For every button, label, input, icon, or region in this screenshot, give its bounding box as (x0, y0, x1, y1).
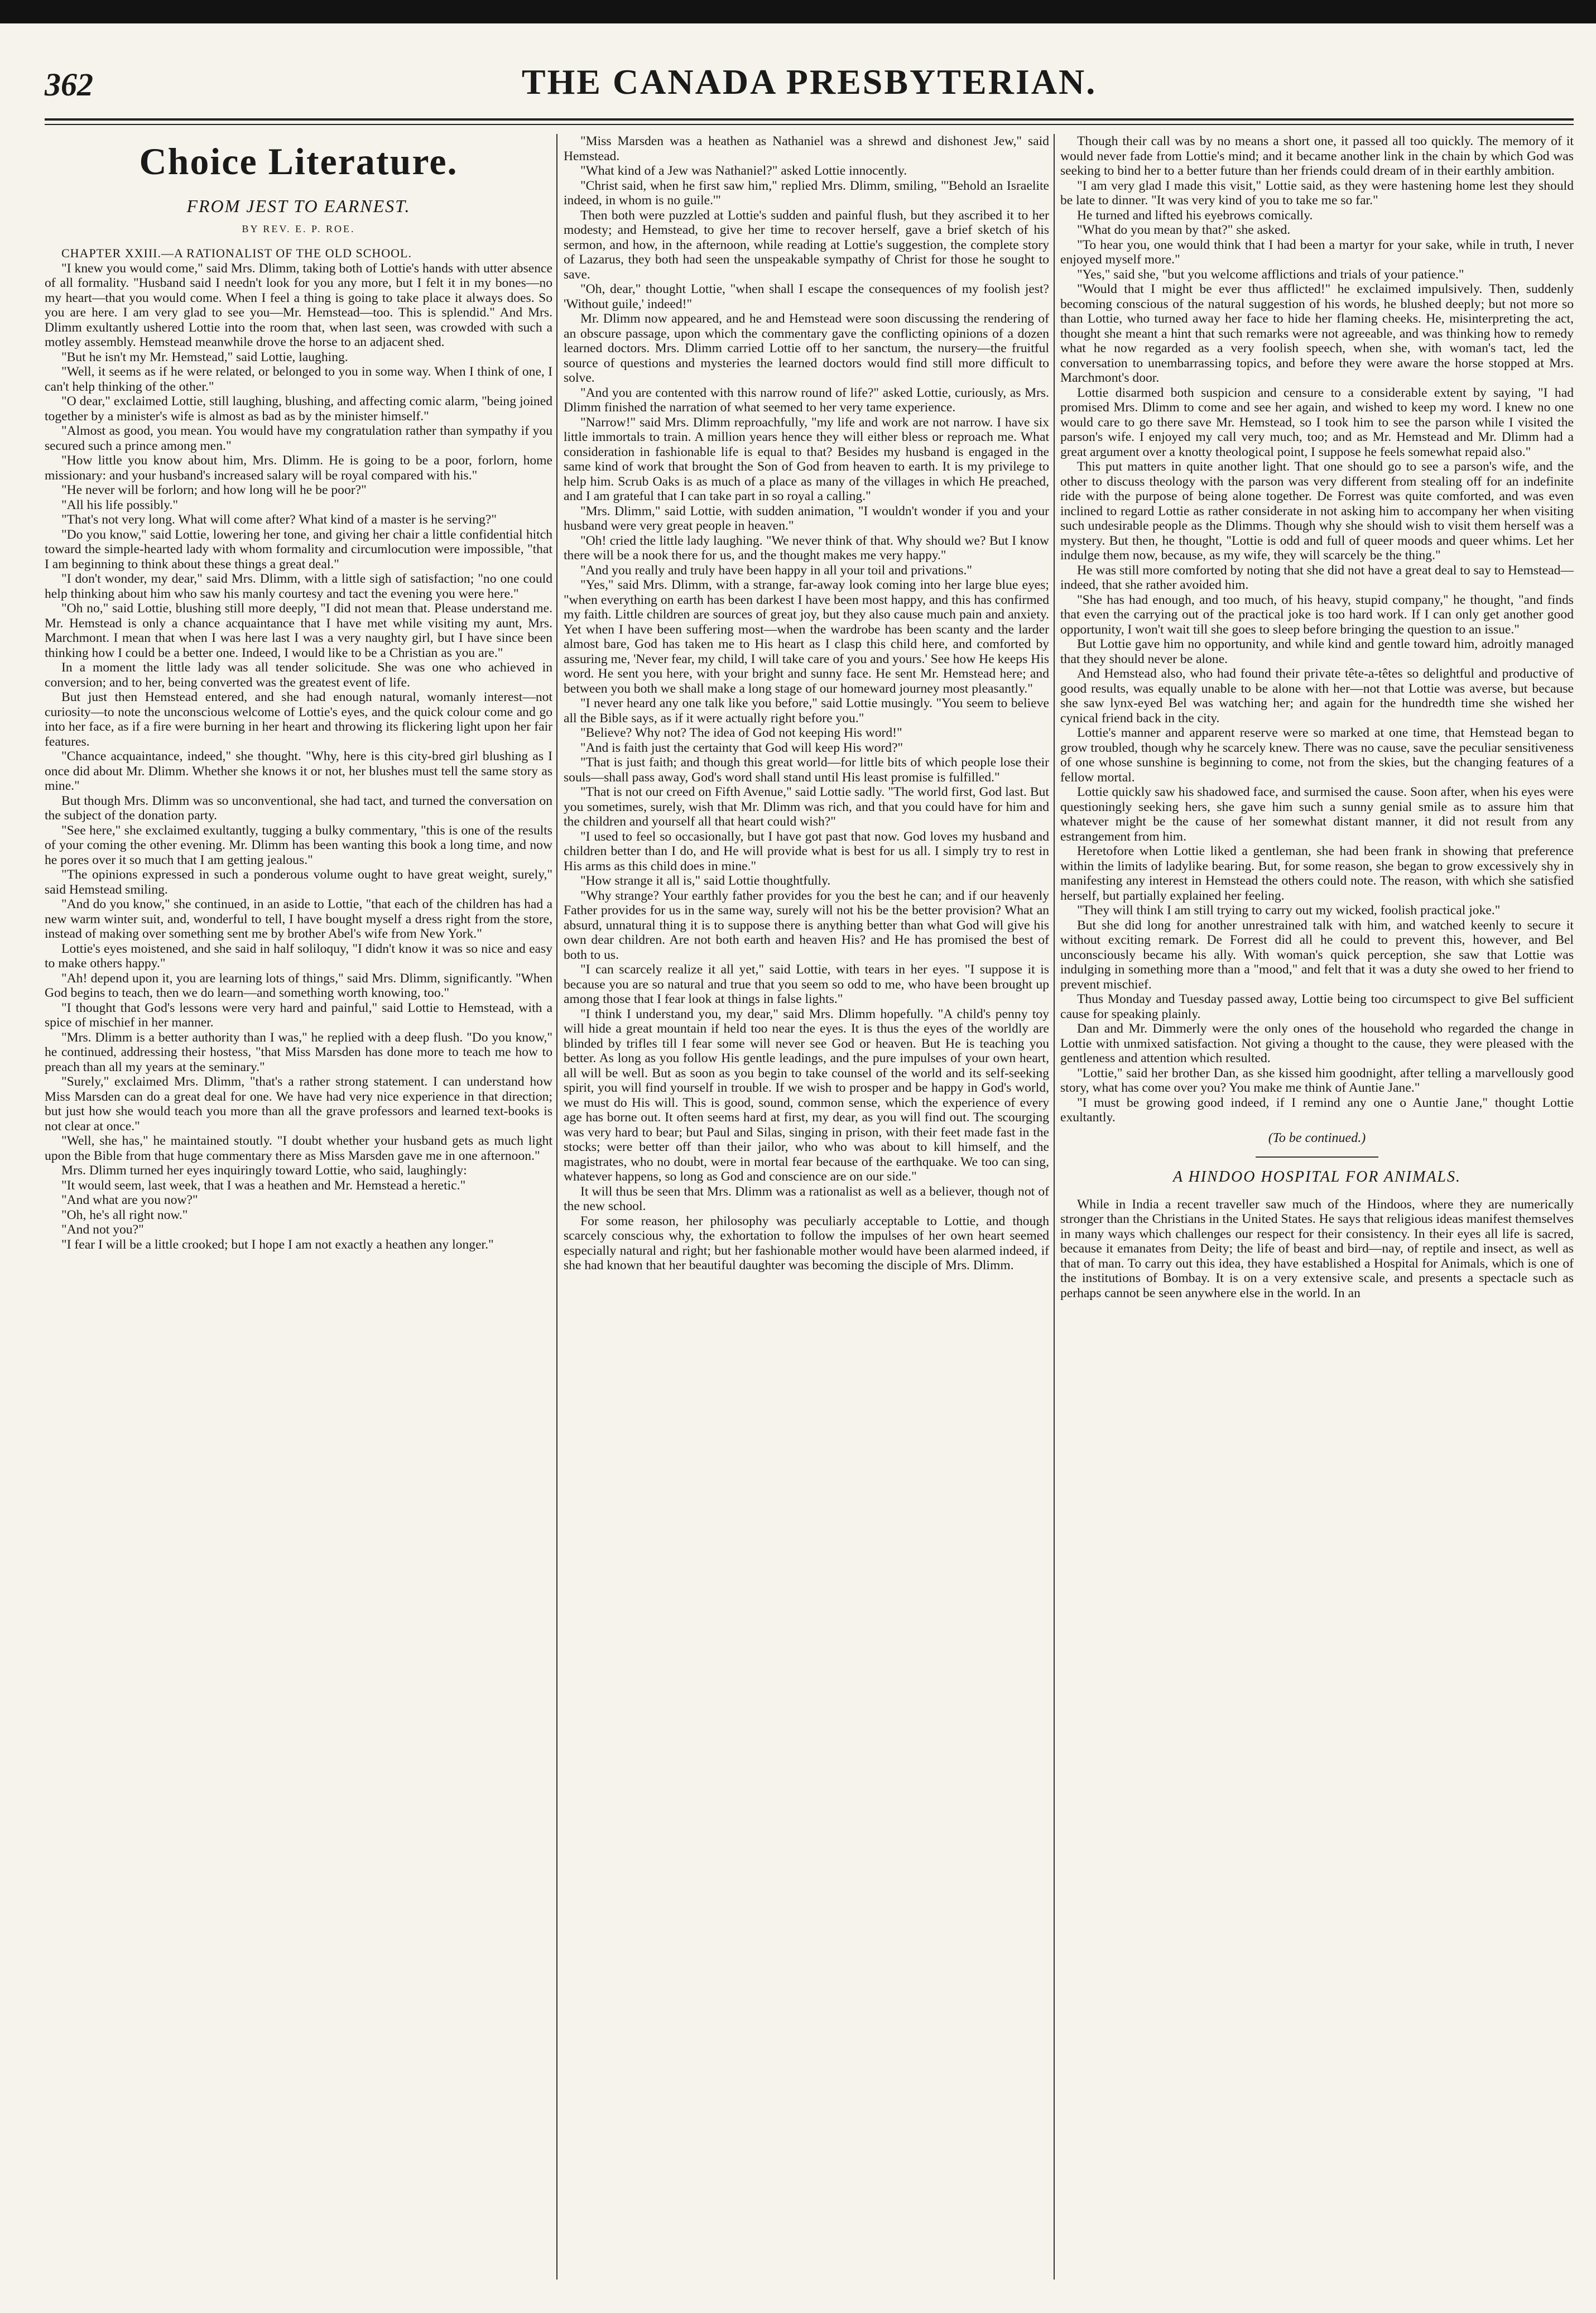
paragraph: "What do you mean by that?" she asked. (1077, 223, 1291, 237)
paragraph: But Lottie gave him no opportunity, and while kind and gentle toward him, adroitly managed that they should never be alone. (1060, 637, 1574, 666)
paragraph: But just then Hemstead entered, and she had enough natural, womanly interest—not curiosity—to note the unconscious welcome of Lottie's eyes, and the quick colour come and go into her face, as if a fire were burning in her heart and throwing its flickering light upon her fair features. (45, 690, 552, 749)
paragraph: "I knew you would come," said Mrs. Dlimm, taking both of Lottie's hands with utter absence of all formality. "Husband said I needn't look for you any more, but I felt it in my bones—no my heart—that you would come. When I feel a thing is going to take place it always does. So you are here. I am very glad to see you—Mr. Hemstead—too. This is splendid." And Mrs. Dlimm exultantly ushered Lottie into the room that, when last seen, was crowded with such a motley assembly. Hemstead meanwhile drove the horse to an adjacent shed. (45, 261, 552, 349)
paragraph: "See here," she exclaimed exultantly, tugging a bulky commentary, "this is one of the results of your coming the other evening. Mr. Dlimm has been wanting this book a long time, and now he pores over it so much that I am getting jealous." (45, 823, 552, 867)
paragraph: "Lottie," said her brother Dan, as she kissed him goodnight, after telling a marvellously good story, what has come over you? You make me think of Auntie Jane." (1060, 1066, 1574, 1095)
paragraph: "All his life possibly." (61, 497, 179, 512)
column-2 (564, 134, 1049, 2280)
paragraph: It will thus be seen that Mrs. Dlimm was a rationalist as well as a believer, though not of the new school. (564, 1184, 1049, 1213)
paragraph: "Would that I might be ever thus afflicted!" he exclaimed impulsively. Then, suddenly becoming conscious of the natural suggestion of his words, he blushed deeply; but not more so than Lottie, who turned away her face to hide her flaming cheeks. He, misinterpreting the act, thought she meant a hint that such remarks were not agreeable, and was thinking how to remedy what he now regarded as a very foolish speech, when she, with woman's tact, led the conversation to unembarrassing topics, and before they were aware the horse stopped at Mrs. Marchmont's door. (1060, 282, 1574, 385)
paragraph: "I thought that God's lessons were very hard and painful," said Lottie to Hemstead, with a spice of mischief in her manner. (45, 1000, 552, 1030)
paragraph: "Chance acquaintance, indeed," she thought. "Why, here is this city-bred girl blushing as I once did about Mr. Dlimm. Whether she knows it or not, her blushes must tell the same story as mine." (45, 749, 552, 793)
paragraph: "They will think I am still trying to carry out my wicked, foolish practical joke." (1077, 903, 1501, 918)
paragraph: Lottie's manner and apparent reserve were so marked at one time, that Hemstead began to grow troubled, though why he scarcely knew. There was no cause, save the peculiar sensitiveness of one whose sunshine is beginning to come, not from the skies, but the changing features of a fellow mortal. (1060, 726, 1574, 785)
paragraph: "The opinions expressed in such a ponderous volume ought to have great weight, surely," said Hemstead smiling. (45, 867, 552, 897)
paragraph: "Oh no," said Lottie, blushing still more deeply, "I did not mean that. Please understand me. Mr. Hemstead is only a chance acquaintance that I have met while visiting my aunt, Mrs. Marchmont. I mean that when I was here last I was a very naughty girl, but I have since been thinking how I could be a better one. Indeed, I would like to be a Christian as you are." (45, 601, 552, 660)
paragraph: Then both were puzzled at Lottie's sudden and painful flush, but they ascribed it to her modesty; and Hemstead, to give her time to recover herself, gave a brief sketch of his sermon, and how, in the afternoon, while reading at Lottie's suggestion, the complete story of Lazarus, they both had seen the unspeakable sympathy of Christ for those he sought to save. (564, 208, 1049, 282)
paragraph: "Surely," exclaimed Mrs. Dlimm, "that's a rather strong statement. I can understand how Miss Marsden can do a great deal for one. We have had very nice experience in that direction; but just how she would teach you more than all the grave professors and learned text-books is not clear at once." (45, 1074, 552, 1134)
paragraph: "And what are you now?" (61, 1193, 198, 1207)
paragraph: "And not you?" (61, 1222, 144, 1237)
paragraph: "I used to feel so occasionally, but I have got past that now. God loves my husband and children better than I do, and He will provide what is best for us all. I simply try to rest in His arms as this child does in mine." (564, 829, 1049, 874)
story-title: FROM JEST TO EARNEST. (186, 196, 411, 216)
paragraph: "I can scarcely realize it all yet," said Lottie, with tears in her eyes. "I suppose it is because you are so natural and true that you seem so odd to me, who have been brought up among those that I fear look at things in false lights." (564, 962, 1049, 1006)
paragraph: While in India a recent traveller saw much of the Hindoos, where they are numerically stronger than the Christians in the United States. He says that religious ideas manifest themselves in many ways which challenges our respect for their consistency. In their eyes all life is sacred, because it emanates from Deity; the life of beast and bird—nay, of reptile and insect, as well as that of man. To carry out this idea, they have established a Hospital for Animals, which is one of the institutions of Bombay. It is on a very extensive scale, and presents a spectacle such as perhaps cannot be seen anywhere else in the world. In an (1060, 1197, 1574, 1301)
paragraph: "And is faith just the certainty that God will keep His word?" (580, 740, 903, 755)
paragraph: Lottie disarmed both suspicion and censure to a considerable extent by saying, "I had promised Mrs. Dlimm to come and see her again, and wished to keep my word. I knew no one would care to go there save Mr. Hemstead, so I took him to see the parson while I visited the parson's wife. I enjoyed my call very much, too; and as Mr. Hemstead and Mr. Dlimm had a great argument over a knotty theological point, I suppose he feels somewhat repaid also." (1060, 385, 1574, 459)
chapter-heading: CHAPTER XXIII.—A RATIONALIST OF THE OLD SCHOOL. (61, 246, 412, 260)
paragraph: "She has had enough, and too much, of his heavy, stupid company," he thought, "and finds that even the carrying out of the practical joke is too hard work. If I can only get another good opportunity, I won't wait till she goes to sleep before bringing the question to an issue." (1060, 592, 1574, 637)
paragraph: In a moment the little lady was all tender solicitude. She was one who achieved in conversion; and to her, being converted was the greatest event of life. (45, 660, 552, 690)
paragraph: Dan and Mr. Dimmerly were the only ones of the household who regarded the change in Lottie with unmixed satisfaction. Not giving a thought to the cause, they were pleased with the gentleness and attention which resulted. (1060, 1021, 1574, 1066)
header-rule-thin (45, 124, 1574, 125)
paragraph: "It would seem, last week, that I was a heathen and Mr. Hemstead a heretic." (61, 1178, 466, 1193)
paragraph: But though Mrs. Dlimm was so unconventional, she had tact, and turned the conversation on the subject of the donation party. (45, 793, 552, 823)
byline: BY REV. E. P. ROE. (242, 223, 355, 234)
paragraph: Though their call was by no means a short one, it passed all too quickly. The memory of it would never fade from Lottie's mind; and it became another link in the chain by which God was seeking to bind her to a better future than her friends could dream of in their earthly ambition. (1060, 134, 1574, 178)
paragraph: He turned and lifted his eyebrows comically. (1077, 208, 1313, 223)
section-divider (1256, 1156, 1378, 1158)
paragraph: Heretofore when Lottie liked a gentleman, she had been frank in showing that preference within the limits of ladylike bearing. But, for some reason, she began to grow excessively shy in manifesting any interest in Hemstead the others could note. The reason, with which she satisfied herself, but partially explained her feeling. (1060, 844, 1574, 903)
paragraph: "I don't wonder, my dear," said Mrs. Dlimm, with a little sigh of satisfaction; "no one could help thinking about him who saw his manly courtesy and tact the evening you were here." (45, 572, 552, 601)
paragraph: "How strange it all is," said Lottie thoughtfully. (580, 874, 831, 888)
paragraph: He was still more comforted by noting that she did not have a great deal to say to Hemstead—indeed, that she rather avoided him. (1060, 563, 1574, 592)
paragraph: "That is not our creed on Fifth Avenue," said Lottie sadly. "The world first, God last. But you sometimes, surely, wish that Mr. Dlimm was rich, and that you could have for him and the children and yourself all that heart could wish?" (564, 785, 1049, 829)
paragraph: Mr. Dlimm now appeared, and he and Hemstead were soon discussing the rendering of an obscure passage, upon which the commentary gave the conflicting opinions of a dozen learned doctors. Mrs. Dlimm carried Lottie off to her sanctum, the nursery—the fruitful source of questions and mysteries the learned doctors would find still more difficult to solve. (564, 311, 1049, 385)
paragraph: "I am very glad I made this visit," Lottie said, as they were hastening home lest they should be late to dinner. "It was very kind of you to take me so far." (1060, 178, 1574, 208)
paragraph: "Yes," said she, "but you welcome afflictions and trials of your patience." (1077, 267, 1464, 282)
paragraph: "Well, she has," he maintained stoutly. "I doubt whether your husband gets as much light upon the Bible from that huge commentary there as Miss Marsden gave me in one afternoon." (45, 1134, 552, 1163)
section-heading: Choice Literature. (139, 140, 458, 183)
page-number: 362 (45, 66, 93, 103)
masthead: THE CANADA PRESBYTERIAN. (521, 62, 1097, 102)
paragraph: "How little you know about him, Mrs. Dlimm. He is going to be a poor, forlorn, home missionary: and your husband's increased salary will be royal compared with his." (45, 453, 552, 483)
paragraph: "Christ said, when he first saw him," replied Mrs. Dlimm, smiling, "'Behold an Israelite indeed, in whom is no guile.'" (564, 178, 1049, 208)
column-3 (1060, 134, 1574, 2280)
paragraph: Thus Monday and Tuesday passed away, Lottie being too circumspect to give Bel sufficient cause for speaking plainly. (1060, 992, 1574, 1021)
register-mark (786, 18, 791, 23)
paragraph: Mrs. Dlimm turned her eyes inquiringly toward Lottie, who said, laughingly: (61, 1163, 467, 1178)
paragraph: "But he isn't my Mr. Hemstead," said Lottie, laughing. (61, 349, 348, 364)
paragraph: "Well, it seems as if he were related, or belonged to you in some way. When I think of one, I can't help thinking of the other." (45, 364, 552, 394)
paragraph: "Oh! cried the little lady laughing. "We never think of that. Why should we? But I know there will be a nook there for us, and the thought makes me very happy." (564, 533, 1049, 563)
paragraph: "And you really and truly have been happy in all your toil and privations." (580, 563, 973, 578)
paragraph: Lottie's eyes moistened, and she said in half soliloquy, "I didn't know it was so nice and easy to make others happy." (45, 941, 552, 971)
paragraph: "Almost as good, you mean. You would have my congratulation rather than sympathy if you secured such a prince among men." (45, 424, 552, 453)
paragraph: Lottie quickly saw his shadowed face, and surmised the cause. Soon after, when his eyes were questioningly seeking hers, she gave him such a sunny genial smile as to assure him that whatever might be the cause of her somewhat distant manner, it did not result from any estrangement from him. (1060, 785, 1574, 844)
paragraph: "That's not very long. What will come after? What kind of a master is he serving?" (61, 512, 497, 527)
top-black-band (0, 0, 1596, 23)
paragraph: "Yes," said Mrs. Dlimm, with a strange, far-away look coming into her large blue eyes; "when everything on earth has been darkest I have been most happy, and this has confirmed my faith. Little children are sources of great joy, but they also cause much pain and anxiety. Yet when I have been suffering most—when the wardrobe has been scanty and the larder almost bare, God has taken me to His heart as I clasp this child here, and comforted by assuring me, 'Never fear, my child, I will take care of you and yours.' See how He keeps His word. He sent you here, with your bright and sunny face. He sent Mr. Hemstead here; and between you both we shall make a long stage of our homeward journey most pleasantly." (564, 578, 1049, 696)
header-rule (45, 118, 1574, 121)
paragraph: "What kind of a Jew was Nathaniel?" asked Lottie innocently. (580, 164, 907, 178)
paragraph: "Oh, dear," thought Lottie, "when shall I escape the consequences of my foolish jest? 'Without guile,' indeed!" (564, 282, 1049, 311)
column-divider (556, 134, 557, 2280)
paragraph: But she did long for another unrestrained talk with him, and watched keenly to secure it without exciting remark. De Forrest did all he could to prevent this, however, and Bel unconsciously became his ally. With woman's quick perception, she saw that Lottie was indulging in something more than a "mood," and felt that it was a duty she owed to her friend to prevent mischief. (1060, 918, 1574, 992)
paragraph: "I fear I will be a little crooked; but I hope I am not exactly a heathen any longer." (61, 1237, 494, 1252)
paragraph: "O dear," exclaimed Lottie, still laughing, blushing, and affecting comic alarm, "being joined together by a minister's wife is almost as bad as by the minister himself." (45, 394, 552, 424)
paragraph: "To hear you, one would think that I had been a martyr for your sake, while in truth, I never enjoyed myself more." (1060, 237, 1574, 267)
paragraph: This put matters in quite another light. That one should go to see a parson's wife, and the other to discuss theology with the parson was very different from stealing off for an indefinite ride with the purpose of being alone together. De Forrest was quite comforted, and was even inclined to regard Lottie as rather considerate in not asking him to accompany her when visiting such undesirable people as the Dlimms. Though why she should wish to visit them herself was a mystery. But then, he thought, "Lottie is odd and full of queer moods and queer whims. Let her indulge them now, because, as my wife, they will scarcely be the thing." (1060, 459, 1574, 563)
paragraph: "Do you know," said Lottie, lowering her tone, and giving her chair a little confidential hitch toward the simple-hearted lady with whom formality and circumlocution were impossible, "that I am beginning to think about these things a great deal." (45, 527, 552, 572)
paragraph: "And you are contented with this narrow round of life?" asked Lottie, curiously, as Mrs. Dlimm finished the narration of what seemed to her very tame experience. (564, 385, 1049, 415)
paragraph: "That is just faith; and though this great world—for little bits of which people lose their souls—shall pass away, God's word shall stand until His least promise is fulfilled." (564, 755, 1049, 785)
paragraph: "I think I understand you, my dear," said Mrs. Dlimm hopefully. "A child's penny toy will hide a great mountain if held too near the eyes. It is thus the eyes of the worldly are blinded by trifles till I fear some will never see God or heaven. But He is teaching you better. As long as you follow His gentle leadings, and the pure impulses of your own heart, all will be well. But as soon as you begin to take counsel of the world and its self-seeking spirit, you will find yourself in trouble. If we wish to prosper and be happy in God's world, we must do His will. This is good, sound, common sense, which the experience of every age has borne out. It often seems hard at first, my dear, as you will find out. The scourging was very hard to bear; but Paul and Silas, singing in prison, with their feet made fast in the stocks; were better off than their jailor, who who was about to kill himself, and the magistrates, who no doubt, were in mortal fear because of the earthquake. We too can sing, whatever happens, so long as God and conscience are on our side." (564, 1006, 1049, 1184)
column-divider (1054, 134, 1055, 2280)
paragraph: And Hemstead also, who had found their private tête-a-têtes so delightful and productive of good results, was equally unable to be alone with her—not that Lottie was averse, but because she saw lynx-eyed Bel was watching her; and again for the hundredth time she wished her cynical friend back in the city. (1060, 666, 1574, 726)
article-title: A HINDOO HOSPITAL FOR ANIMALS. (1172, 1168, 1462, 1186)
to-be-continued: (To be continued.) (1268, 1130, 1366, 1145)
paragraph: "He never will be forlorn; and how long will he be poor?" (61, 483, 367, 497)
paragraph: "Why strange? Your earthly father provides for you the best he can; and if our heavenly Father provides for us in the same way, surely will not his be the better provision? What an absurd, unnatural thing it is to suppose there is anything better than what God will give his own dear children. Are not both earth and heaven His? and He has promised the best of both to us. (564, 888, 1049, 962)
paragraph: "Oh, he's all right now." (61, 1207, 188, 1222)
paragraph: "Ah! depend upon it, you are learning lots of things," said Mrs. Dlimm, significantly. "When God begins to teach, then we do learn—and something worth knowing, too." (45, 971, 552, 1000)
paragraph: "Believe? Why not? The idea of God not keeping His word!" (580, 726, 902, 740)
paragraph: "And do you know," she continued, in an aside to Lottie, "that each of the children has had a new warm winter suit, and, wonderful to tell, I have bought myself a dress right from the store, instead of making over something sent me by brother Abel's wife from New York." (45, 897, 552, 941)
paragraph: "Mrs. Dlimm is a better authority than I was," he replied with a deep flush. "Do you know," he continued, addressing their hostess, "that Miss Marsden has done more to teach me how to preach than all my years at the seminary." (45, 1030, 552, 1074)
paragraph: For some reason, her philosophy was peculiarly acceptable to Lottie, and though scarcely conscious why, the exhortation to follow the impulses of her own heart seemed especially natural and right; but her fashionable mother would have been alarmed indeed, if she had known that her beautiful daughter was becoming the disciple of Mrs. Dlimm. (564, 1213, 1049, 1273)
paragraph: "I never heard any one talk like you before," said Lottie musingly. "You seem to believe all the Bible says, as if it were actually right before you." (564, 696, 1049, 726)
page-header (45, 61, 1574, 111)
paragraph: "Miss Marsden was a heathen as Nathaniel was a shrewd and dishonest Jew," said Hemstead. (564, 134, 1049, 164)
paragraph: "I must be growing good indeed, if I remind any one o Auntie Jane," thought Lottie exultantly. (1060, 1095, 1574, 1125)
paragraph: "Narrow!" said Mrs. Dlimm reproachfully, "my life and work are not narrow. I have six little immortals to train. A million years hence they will either bless or reproach me. What consideration in fashionable life is equal to that? Besides my husband is engaged in the same kind of work that brought the Son of God from heaven to earth. It is my privilege to help him. Scrub Oaks is as much of a place as many of the villages in which He preached, and I am grateful that I can take part in so royal a calling." (564, 415, 1049, 503)
paragraph: "Mrs. Dlimm," said Lottie, with sudden animation, "I wouldn't wonder if you and your husband were very great people in heaven." (564, 503, 1049, 533)
column-1 (45, 134, 552, 2280)
